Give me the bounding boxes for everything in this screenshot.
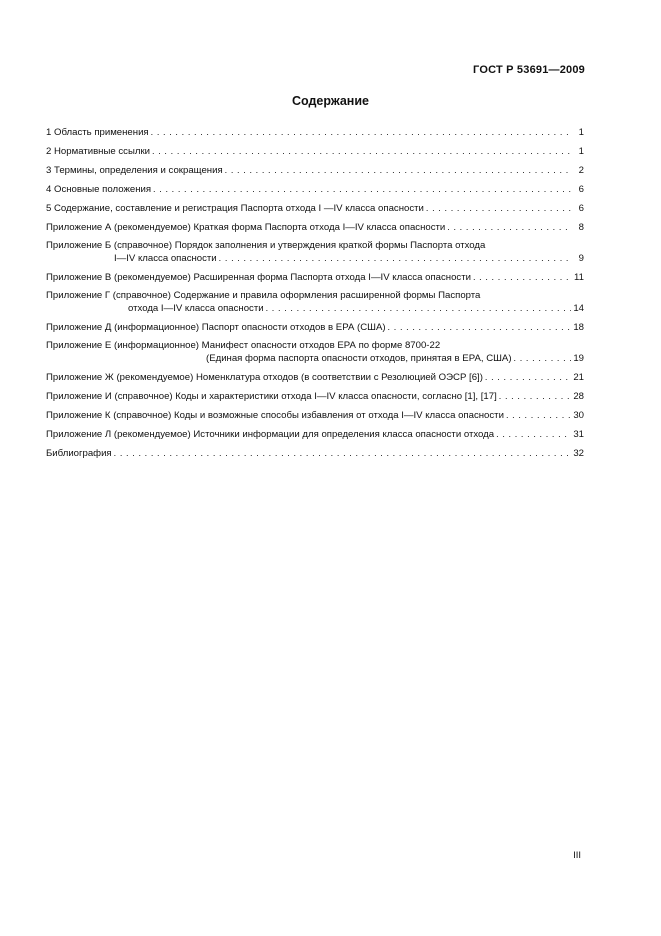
toc-entry-text: Приложение И (справочное) Коды и характеристики отхода I—IV класса опасности, согласно [1], [17]	[46, 391, 497, 402]
toc-entry[interactable]	[46, 164, 584, 177]
leader-dots	[152, 145, 572, 157]
toc-entry-page: 2	[578, 165, 584, 176]
table-of-contents	[46, 126, 584, 466]
leader-dots	[485, 371, 571, 383]
toc-entry-page: 1	[578, 146, 584, 157]
toc-entry-page: 21	[573, 372, 584, 383]
toc-entry[interactable]	[46, 221, 584, 234]
toc-entry[interactable]	[46, 145, 584, 158]
toc-entry[interactable]	[46, 447, 584, 460]
leader-dots	[153, 183, 572, 195]
toc-entry[interactable]	[46, 202, 584, 215]
toc-entry-text: 3 Термины, определения и сокращения	[46, 165, 223, 176]
toc-entry[interactable]	[46, 428, 584, 441]
toc-entry-text: Приложение А (рекомендуемое) Краткая форма Паспорта отхода I—IV класса опасности	[46, 222, 446, 233]
toc-entry[interactable]	[46, 321, 584, 334]
toc-entry-text: 4 Основные положения	[46, 184, 152, 195]
leader-dots	[219, 252, 572, 264]
toc-entry-text: (Единая форма паспорта опасности отходов, принятая в ЕРА, США)	[206, 353, 512, 364]
toc-entry-page: 28	[573, 391, 584, 402]
toc-entry-text-line1: Приложение Е (информационное) Манифест опасности отходов ЕРА по форме 8700-22	[46, 340, 441, 351]
toc-entry-text: Приложение К (справочное) Коды и возможные способы избавления от отхода I—IV класса опасности	[46, 410, 504, 421]
toc-entry-page: 1	[578, 127, 584, 138]
toc-entry[interactable]	[46, 271, 584, 284]
toc-entry-page: 9	[578, 253, 584, 264]
leader-dots	[506, 409, 571, 421]
toc-entry[interactable]	[46, 340, 584, 365]
leader-dots	[447, 221, 572, 233]
toc-entry-text: 5 Содержание, составление и регистрация Паспорта отхода I —IV класса опасности	[46, 203, 424, 214]
leader-dots	[473, 271, 572, 283]
leader-dots	[496, 428, 571, 440]
toc-entry-text-line1: Приложение Б (справочное) Порядок заполнения и утверждения краткой формы Паспорта отхода	[46, 240, 486, 251]
toc-entry[interactable]	[46, 240, 584, 265]
toc-entry-page: 14	[573, 303, 584, 314]
leader-dots	[388, 321, 572, 333]
toc-entry-page: 30	[573, 410, 584, 421]
toc-entry-page: 6	[578, 184, 584, 195]
toc-entry-text: Приложение Ж (рекомендуемое) Номенклатура отходов (в соответствии с Резолюцией ОЭСР [6])	[46, 372, 483, 383]
toc-entry[interactable]	[46, 183, 584, 196]
leader-dots	[499, 390, 572, 402]
toc-entry-page: 32	[573, 448, 584, 459]
toc-entry[interactable]	[46, 409, 584, 422]
toc-entry[interactable]	[46, 371, 584, 384]
toc-entry-text: Приложение В (рекомендуемое) Расширенная форма Паспорта отхода I—IV класса опасности	[46, 272, 471, 283]
leader-dots	[266, 302, 572, 314]
toc-entry-text: отхода I—IV класса опасности	[128, 303, 264, 314]
toc-entry[interactable]	[46, 390, 584, 403]
toc-entry-text-line1: Приложение Г (справочное) Содержание и правила оформления расширенной формы Паспорта	[46, 290, 481, 301]
toc-entry-page: 6	[578, 203, 584, 214]
toc-entry-page: 18	[573, 322, 584, 333]
leader-dots	[114, 447, 572, 459]
toc-title: Содержание	[291, 94, 369, 108]
toc-entry-text: Библиография	[46, 448, 112, 459]
toc-entry-text: 1 Область применения	[46, 127, 149, 138]
toc-entry-page: 11	[574, 272, 584, 283]
leader-dots	[426, 202, 572, 214]
toc-entry-text: Приложение Д (информационное) Паспорт опасности отходов в ЕРА (США)	[46, 322, 386, 333]
toc-entry-page: 8	[578, 222, 584, 233]
toc-entry[interactable]	[46, 290, 584, 315]
toc-entry-text: Приложение Л (рекомендуемое) Источники информации для определения класса опасности отхода	[46, 429, 495, 440]
toc-entry-text: 2 Нормативные ссылки	[46, 146, 151, 157]
leader-dots	[151, 126, 572, 138]
document-code: ГОСТ Р 53691—2009	[473, 64, 585, 76]
toc-entry-page: 19	[573, 353, 584, 364]
page-number: III	[573, 850, 581, 861]
leader-dots	[514, 352, 572, 364]
toc-entry-page: 31	[573, 429, 584, 440]
leader-dots	[225, 164, 572, 176]
toc-entry-text: I—IV класса опасности	[114, 253, 217, 264]
toc-entry[interactable]	[46, 126, 584, 139]
